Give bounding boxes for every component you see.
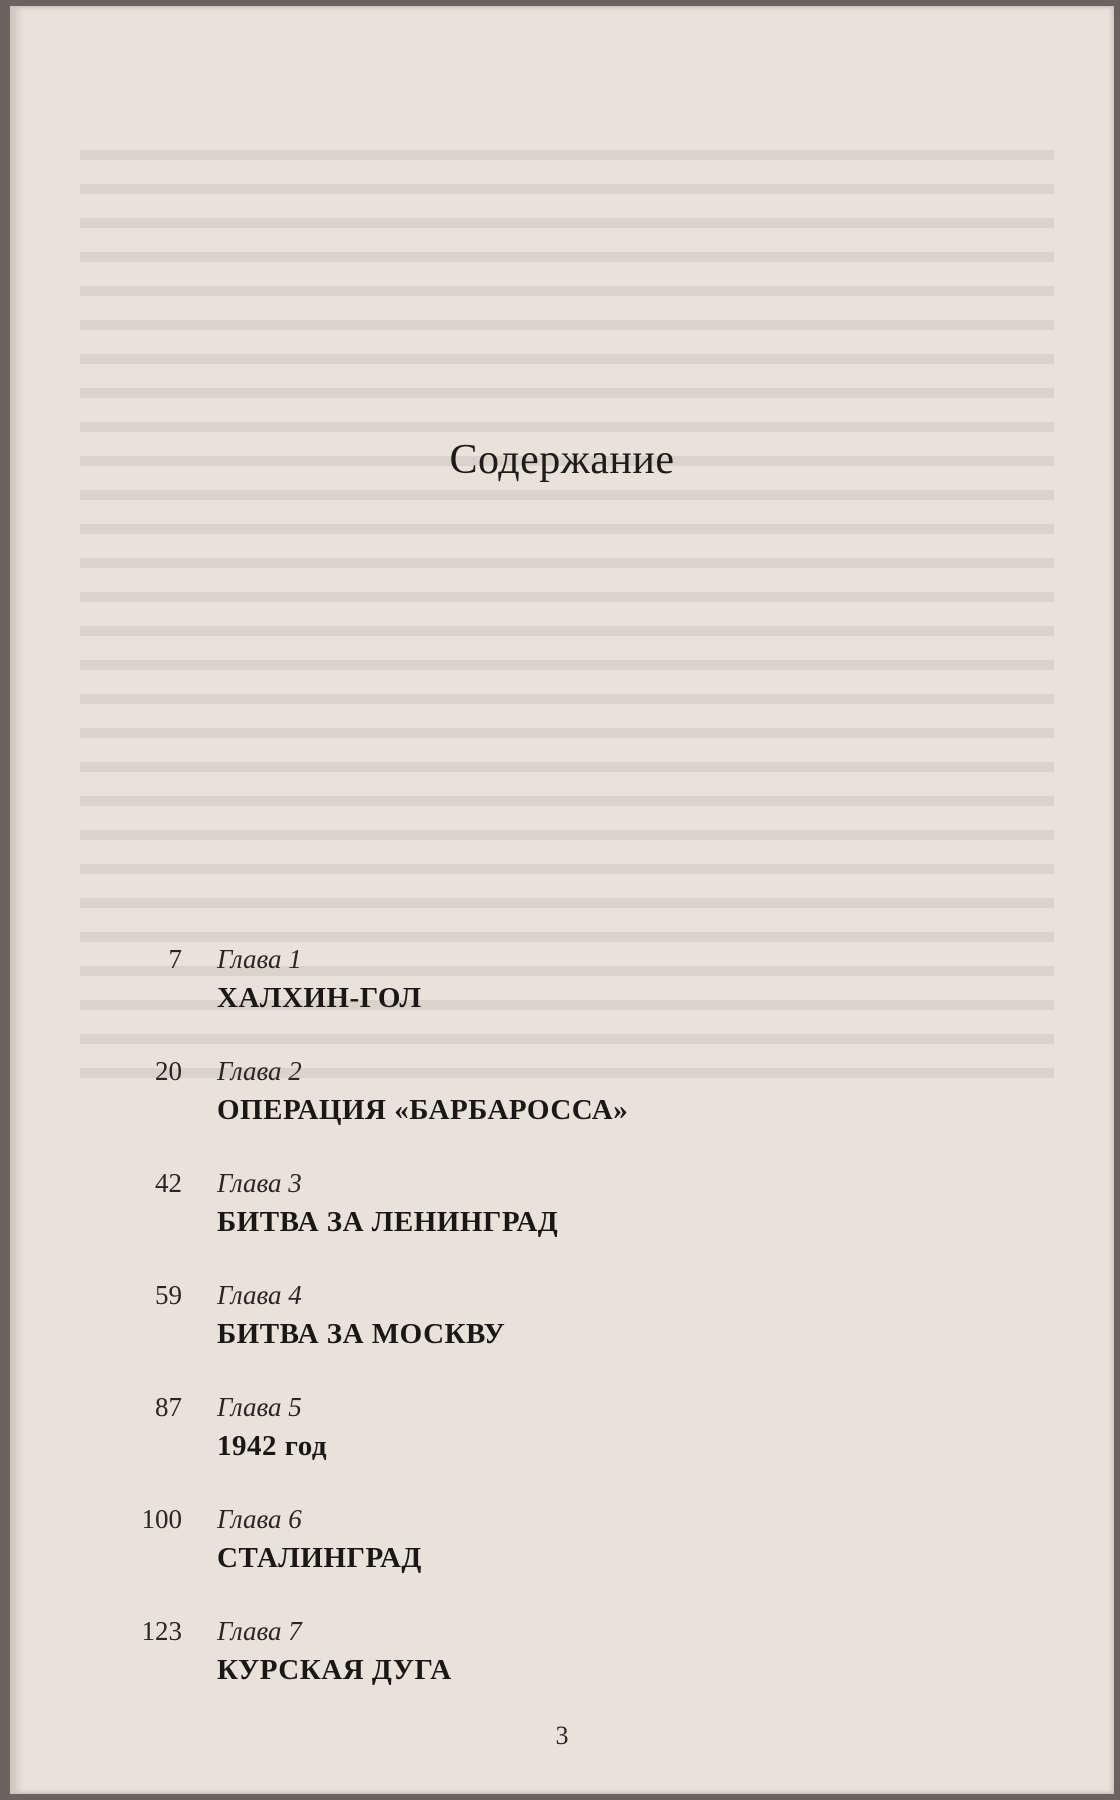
toc-chapter-title: БИТВА ЗА МОСКВУ [217,1318,506,1350]
toc-page-number: 87 [155,1392,182,1422]
toc-chapter-label: Глава 3 [217,1168,302,1198]
toc-chapter-title: 1942 год [217,1430,328,1462]
toc-entry [10,944,1114,1056]
toc-page-number: 7 [168,944,182,974]
toc-entry [10,1056,1114,1168]
page-number: 3 [555,1721,569,1750]
toc-chapter-title: КУРСКАЯ ДУГА [217,1654,452,1686]
toc-page-number: 59 [155,1280,182,1310]
toc-chapter-title: ХАЛХИН-ГОЛ [217,982,422,1014]
table-of-contents [10,944,1114,1728]
toc-chapter-label: Глава 1 [217,944,302,974]
toc-page-number: 123 [141,1616,182,1646]
toc-chapter-label: Глава 6 [217,1504,302,1534]
toc-entry [10,1280,1114,1392]
toc-entry [10,1168,1114,1280]
toc-chapter-label: Глава 7 [217,1616,302,1646]
toc-page-number: 100 [141,1504,182,1534]
page-title: Содержание [449,437,675,483]
toc-chapter-title: БИТВА ЗА ЛЕНИНГРАД [217,1206,559,1238]
toc-entry [10,1616,1114,1728]
toc-page-number: 20 [155,1056,182,1086]
toc-chapter-label: Глава 4 [217,1280,302,1310]
book-page [10,6,1114,1794]
toc-chapter-label: Глава 2 [217,1056,302,1086]
toc-entry [10,1392,1114,1504]
toc-page-number: 42 [155,1168,182,1198]
toc-chapter-title: СТАЛИНГРАД [217,1542,422,1574]
toc-entry [10,1504,1114,1616]
toc-chapter-title: ОПЕРАЦИЯ «БАРБАРОССА» [217,1094,629,1126]
toc-chapter-label: Глава 5 [217,1392,302,1422]
